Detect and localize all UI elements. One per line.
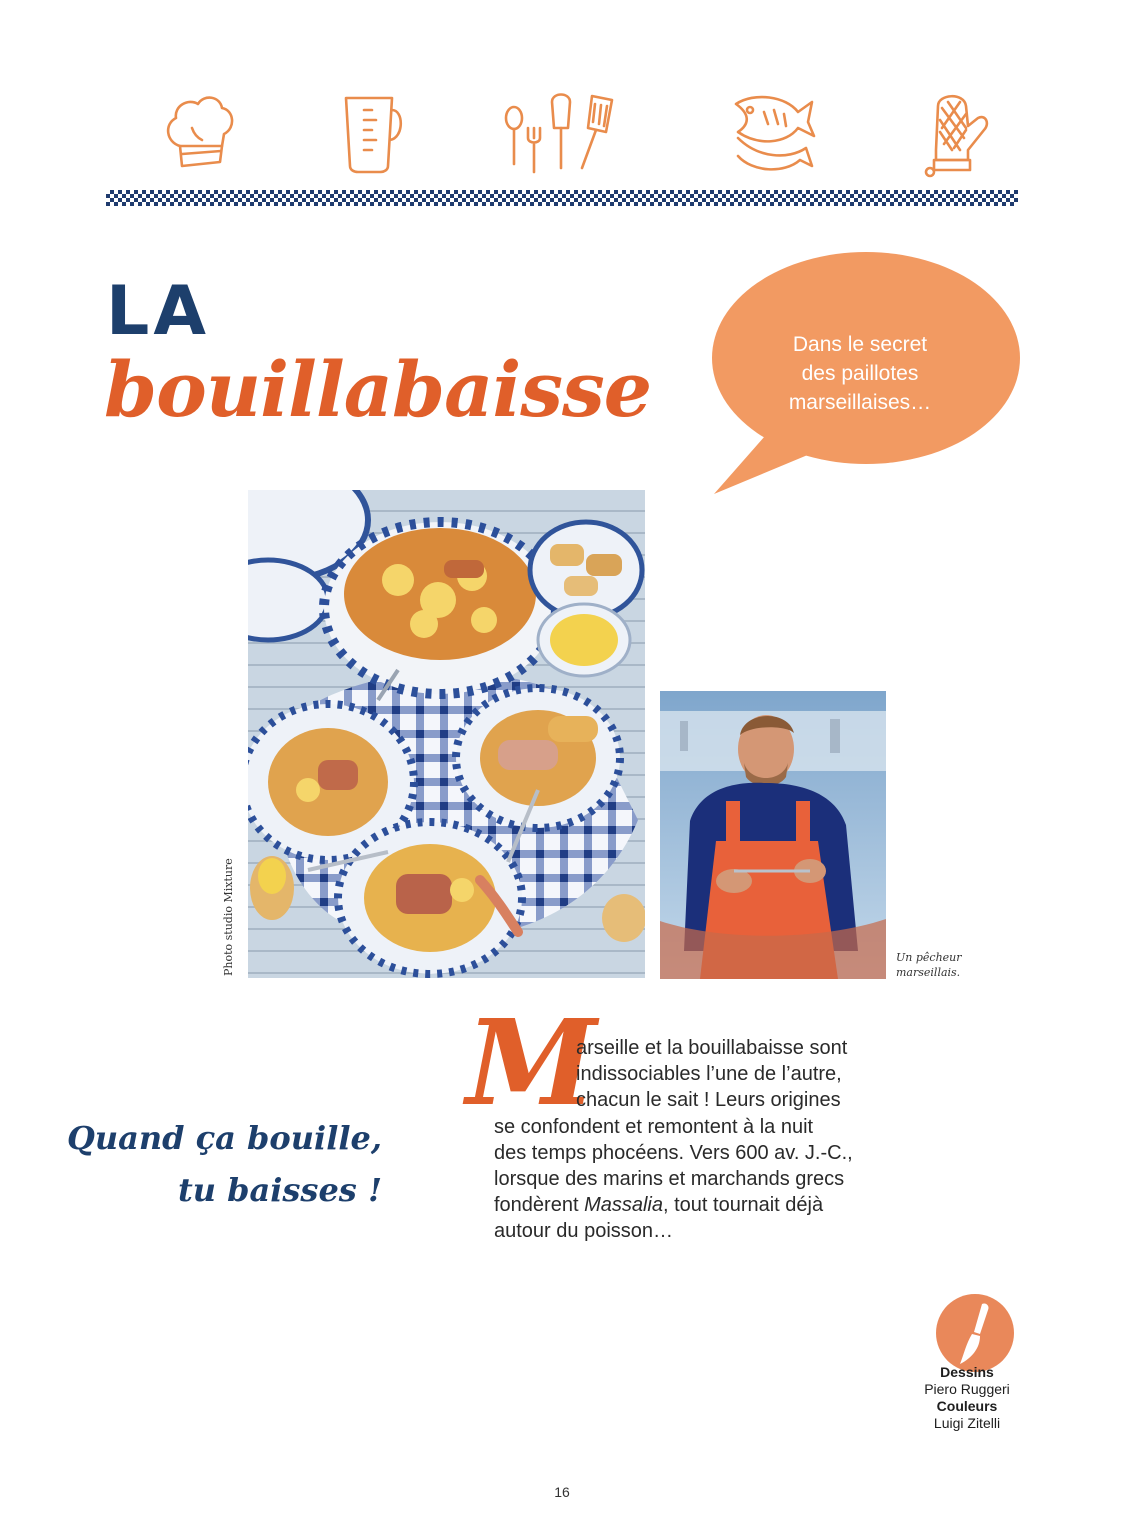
body-line: autour du poisson… xyxy=(494,1220,674,1242)
speech-bubble xyxy=(700,248,1020,502)
subtitle xyxy=(60,1112,382,1216)
fish-icon xyxy=(728,88,818,178)
measuring-cup-icon xyxy=(332,88,412,178)
body-line: se confondent et remontent à la nuit xyxy=(494,1116,814,1138)
page-number: 16 xyxy=(554,1484,570,1500)
photo-credit: Photo studio Mixture xyxy=(222,858,235,976)
page-title: bouillabaisse xyxy=(104,345,652,434)
caption-line: marseillais. xyxy=(896,966,961,979)
body-line: fondèrent Massalia, tout tournait déjà xyxy=(494,1194,824,1216)
bouillabaisse-photo xyxy=(248,490,645,978)
credits-drawings-label: Dessins xyxy=(940,1364,994,1380)
subtitle-line: tu baisses ! xyxy=(177,1171,382,1209)
credits-drawings-name: Piero Ruggeri xyxy=(924,1381,1010,1397)
credits-colors-label: Couleurs xyxy=(936,1398,998,1414)
photo-caption xyxy=(896,950,1006,980)
subtitle-line: Quand ça bouille, xyxy=(67,1119,382,1157)
kitchen-utensils-icon xyxy=(500,88,632,178)
chef-hat-icon xyxy=(158,88,238,178)
bubble-line: marseillaises… xyxy=(788,391,932,414)
credits-colors-name: Luigi Zitelli xyxy=(933,1415,1001,1431)
bubble-line: des paillotes xyxy=(801,362,919,385)
title-article: LA xyxy=(106,272,210,351)
body-line: chacun le sait ! Leurs origines xyxy=(576,1089,841,1111)
massalia-word: Massalia xyxy=(584,1194,663,1216)
paintbrush-icon xyxy=(936,1294,1014,1372)
caption-line: Un pêcheur xyxy=(896,951,962,964)
body-line: arseille et la bouillabaisse sont xyxy=(576,1037,848,1059)
checkered-border xyxy=(106,190,1018,206)
body-line: lorsque des marins et marchands grecs xyxy=(494,1168,845,1190)
fisherman-photo xyxy=(660,691,886,979)
drop-cap: M xyxy=(466,993,597,1132)
body-line: indissociables l’une de l’autre, xyxy=(576,1063,842,1085)
body-line: des temps phocéens. Vers 600 av. J.-C., xyxy=(494,1142,853,1164)
oven-mitt-icon xyxy=(916,88,996,178)
illustration-credits xyxy=(906,1364,1028,1432)
bubble-text xyxy=(760,330,960,417)
bubble-line: Dans le secret xyxy=(792,333,928,356)
